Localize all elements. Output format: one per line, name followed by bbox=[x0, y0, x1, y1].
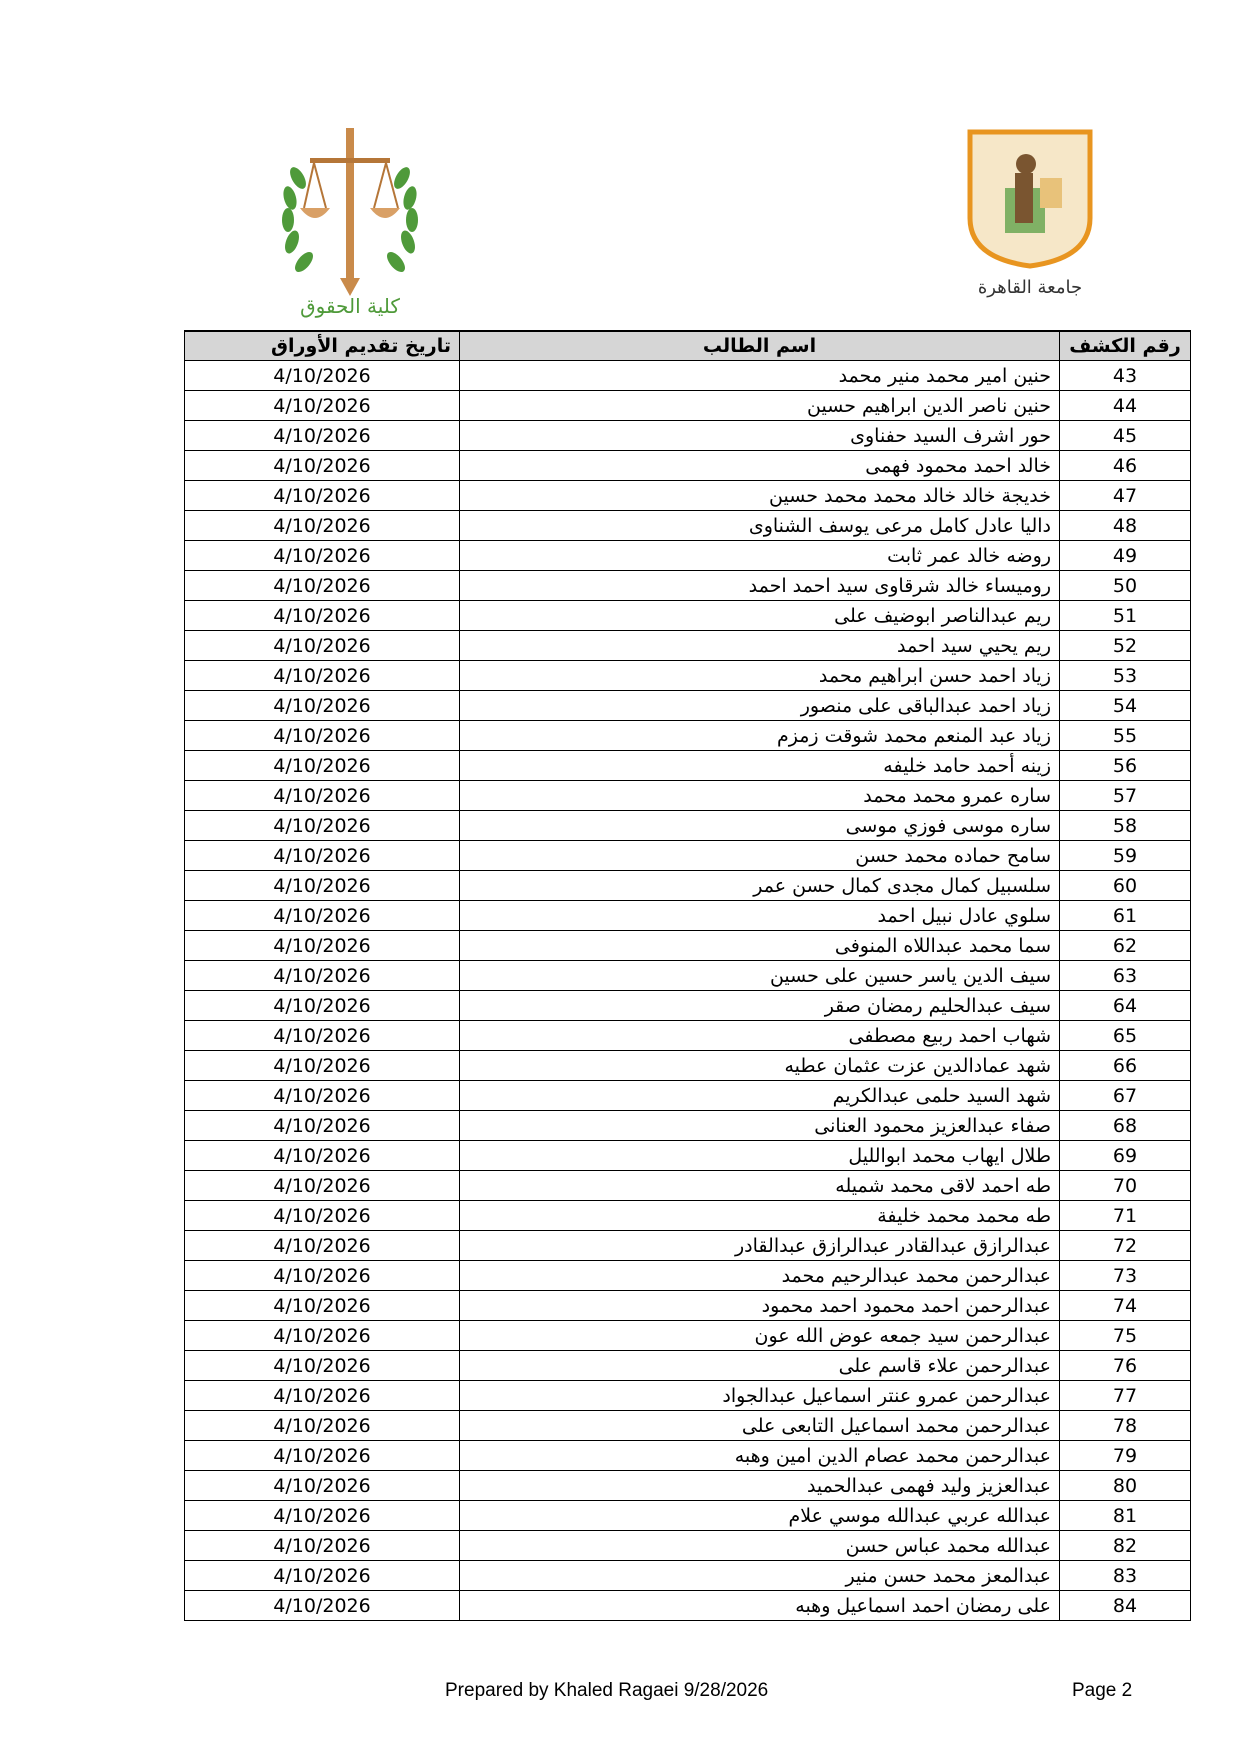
row-student-name: طه محمد محمد خليفة bbox=[460, 1201, 1060, 1231]
row-sheet-number: 51 bbox=[1060, 601, 1191, 631]
table-row bbox=[185, 391, 1191, 421]
table-row bbox=[185, 451, 1191, 481]
row-student-name: شهد عمادالدين عزت عثمان عطيه bbox=[460, 1051, 1060, 1081]
row-submission-date: 4/10/2026 bbox=[185, 991, 460, 1021]
row-submission-date: 4/10/2026 bbox=[185, 541, 460, 571]
row-student-name: صفاء عبدالعزيز محمود العنانى bbox=[460, 1111, 1060, 1141]
row-sheet-number: 57 bbox=[1060, 781, 1191, 811]
row-sheet-number: 66 bbox=[1060, 1051, 1191, 1081]
table-row bbox=[185, 961, 1191, 991]
row-sheet-number: 49 bbox=[1060, 541, 1191, 571]
row-sheet-number: 72 bbox=[1060, 1231, 1191, 1261]
row-student-name: زياد عبد المنعم محمد شوقت زمزم bbox=[460, 721, 1060, 751]
row-submission-date: 4/10/2026 bbox=[185, 1231, 460, 1261]
svg-text:جامعة القاهرة: جامعة القاهرة bbox=[977, 277, 1083, 298]
row-submission-date: 4/10/2026 bbox=[185, 1411, 460, 1441]
table-row bbox=[185, 571, 1191, 601]
row-submission-date: 4/10/2026 bbox=[185, 871, 460, 901]
row-student-name: سلسبيل كمال مجدى كمال حسن عمر bbox=[460, 871, 1060, 901]
row-submission-date: 4/10/2026 bbox=[185, 1111, 460, 1141]
row-student-name: طلال ايهاب محمد ابوالليل bbox=[460, 1141, 1060, 1171]
table-row bbox=[185, 541, 1191, 571]
row-submission-date: 4/10/2026 bbox=[185, 1171, 460, 1201]
row-student-name: ساره موسى فوزي موسى bbox=[460, 811, 1060, 841]
row-submission-date: 4/10/2026 bbox=[185, 1141, 460, 1171]
footer-page-number: Page 2 bbox=[1072, 1680, 1133, 1701]
row-sheet-number: 68 bbox=[1060, 1111, 1191, 1141]
faculty-of-law-logo bbox=[270, 118, 430, 318]
table-row bbox=[185, 1561, 1191, 1591]
row-sheet-number: 60 bbox=[1060, 871, 1191, 901]
row-student-name: سلوي عادل نبيل احمد bbox=[460, 901, 1060, 931]
table-row bbox=[185, 1471, 1191, 1501]
row-sheet-number: 54 bbox=[1060, 691, 1191, 721]
row-student-name: طه احمد لاقى محمد شميله bbox=[460, 1171, 1060, 1201]
row-sheet-number: 52 bbox=[1060, 631, 1191, 661]
table-row bbox=[185, 991, 1191, 1021]
row-submission-date: 4/10/2026 bbox=[185, 1051, 460, 1081]
row-student-name: زينه أحمد حامد خليفه bbox=[460, 751, 1060, 781]
table-row bbox=[185, 1441, 1191, 1471]
table-row bbox=[185, 1171, 1191, 1201]
svg-text:كلية الحقوق: كلية الحقوق bbox=[300, 294, 400, 318]
cairo-university-logo bbox=[960, 128, 1100, 308]
row-student-name: عبدالرحمن عمرو عنتر اسماعيل عبدالجواد bbox=[460, 1381, 1060, 1411]
row-student-name: سامح حماده محمد حسن bbox=[460, 841, 1060, 871]
row-student-name: عبدالرازق عبدالقادر عبدالرازق عبدالقادر bbox=[460, 1231, 1060, 1261]
table-row bbox=[185, 691, 1191, 721]
table-row bbox=[185, 1591, 1191, 1621]
row-student-name: زياد احمد عبدالباقى على منصور bbox=[460, 691, 1060, 721]
table-row bbox=[185, 841, 1191, 871]
row-sheet-number: 70 bbox=[1060, 1171, 1191, 1201]
row-sheet-number: 65 bbox=[1060, 1021, 1191, 1051]
row-student-name: زياد احمد حسن ابراهيم محمد bbox=[460, 661, 1060, 691]
row-student-name: عبدالمعز محمد حسن منير bbox=[460, 1561, 1060, 1591]
table-row bbox=[185, 601, 1191, 631]
row-sheet-number: 46 bbox=[1060, 451, 1191, 481]
row-student-name: عبدالله عربي عبدالله موسي علام bbox=[460, 1501, 1060, 1531]
row-sheet-number: 59 bbox=[1060, 841, 1191, 871]
row-submission-date: 4/10/2026 bbox=[185, 1441, 460, 1471]
row-sheet-number: 63 bbox=[1060, 961, 1191, 991]
row-sheet-number: 77 bbox=[1060, 1381, 1191, 1411]
table-row bbox=[185, 1501, 1191, 1531]
row-submission-date: 4/10/2026 bbox=[185, 781, 460, 811]
row-sheet-number: 73 bbox=[1060, 1261, 1191, 1291]
row-student-name: سما محمد عبداللاه المنوفى bbox=[460, 931, 1060, 961]
table-row bbox=[185, 1531, 1191, 1561]
row-student-name: عبدالله محمد عباس حسن bbox=[460, 1531, 1060, 1561]
header-sheet-number: رقم الكشف bbox=[1060, 331, 1191, 361]
table-row bbox=[185, 1201, 1191, 1231]
table-row bbox=[185, 1261, 1191, 1291]
row-student-name: عبدالرحمن سيد جمعه عوض الله عون bbox=[460, 1321, 1060, 1351]
row-student-name: عبدالرحمن علاء قاسم على bbox=[460, 1351, 1060, 1381]
row-sheet-number: 62 bbox=[1060, 931, 1191, 961]
row-student-name: عبدالرحمن احمد محمود احمد محمود bbox=[460, 1291, 1060, 1321]
table-row bbox=[185, 1111, 1191, 1141]
row-sheet-number: 81 bbox=[1060, 1501, 1191, 1531]
row-submission-date: 4/10/2026 bbox=[185, 361, 460, 391]
row-sheet-number: 83 bbox=[1060, 1561, 1191, 1591]
row-submission-date: 4/10/2026 bbox=[185, 391, 460, 421]
row-sheet-number: 53 bbox=[1060, 661, 1191, 691]
row-submission-date: 4/10/2026 bbox=[185, 901, 460, 931]
footer-prepared-by: Prepared by Khaled Ragaei 9/28/2026 bbox=[445, 1680, 769, 1701]
table-row bbox=[185, 1021, 1191, 1051]
row-submission-date: 4/10/2026 bbox=[185, 451, 460, 481]
row-submission-date: 4/10/2026 bbox=[185, 1561, 460, 1591]
table-row bbox=[185, 1321, 1191, 1351]
row-sheet-number: 50 bbox=[1060, 571, 1191, 601]
row-submission-date: 4/10/2026 bbox=[185, 1591, 460, 1621]
row-student-name: عبدالرحمن محمد عصام الدين امين وهبه bbox=[460, 1441, 1060, 1471]
row-submission-date: 4/10/2026 bbox=[185, 1501, 460, 1531]
row-student-name: خالد احمد محمود فهمى bbox=[460, 451, 1060, 481]
row-student-name: عبدالرحمن محمد عبدالرحيم محمد bbox=[460, 1261, 1060, 1291]
row-student-name: ريم عبدالناصر ابوضيف على bbox=[460, 601, 1060, 631]
row-sheet-number: 69 bbox=[1060, 1141, 1191, 1171]
scales-of-justice-icon bbox=[270, 118, 430, 318]
table-row bbox=[185, 1051, 1191, 1081]
row-sheet-number: 48 bbox=[1060, 511, 1191, 541]
row-submission-date: 4/10/2026 bbox=[185, 1351, 460, 1381]
table-row bbox=[185, 1351, 1191, 1381]
table-row bbox=[185, 781, 1191, 811]
row-sheet-number: 78 bbox=[1060, 1411, 1191, 1441]
university-crest-icon bbox=[960, 128, 1100, 308]
table-row bbox=[185, 1231, 1191, 1261]
row-student-name: روضه خالد عمر ثابت bbox=[460, 541, 1060, 571]
row-submission-date: 4/10/2026 bbox=[185, 1291, 460, 1321]
row-student-name: على رمضان احمد اسماعيل وهبه bbox=[460, 1591, 1060, 1621]
row-student-name: روميساء خالد شرقاوى سيد احمد احمد bbox=[460, 571, 1060, 601]
header-student-name: اسم الطالب bbox=[460, 331, 1060, 361]
table-row bbox=[185, 1411, 1191, 1441]
row-submission-date: 4/10/2026 bbox=[185, 631, 460, 661]
table-row bbox=[185, 481, 1191, 511]
row-submission-date: 4/10/2026 bbox=[185, 1081, 460, 1111]
row-sheet-number: 61 bbox=[1060, 901, 1191, 931]
row-submission-date: 4/10/2026 bbox=[185, 691, 460, 721]
row-sheet-number: 43 bbox=[1060, 361, 1191, 391]
table-row bbox=[185, 1081, 1191, 1111]
row-student-name: سيف الدين ياسر حسين على حسين bbox=[460, 961, 1060, 991]
row-sheet-number: 45 bbox=[1060, 421, 1191, 451]
row-sheet-number: 44 bbox=[1060, 391, 1191, 421]
table-body bbox=[185, 361, 1191, 1621]
table-header-row bbox=[185, 331, 1191, 361]
row-submission-date: 4/10/2026 bbox=[185, 1471, 460, 1501]
row-submission-date: 4/10/2026 bbox=[185, 721, 460, 751]
row-student-name: حور اشرف السيد حفناوى bbox=[460, 421, 1060, 451]
row-submission-date: 4/10/2026 bbox=[185, 601, 460, 631]
row-submission-date: 4/10/2026 bbox=[185, 811, 460, 841]
row-sheet-number: 82 bbox=[1060, 1531, 1191, 1561]
table-row bbox=[185, 661, 1191, 691]
row-student-name: شهاب احمد ربيع مصطفى bbox=[460, 1021, 1060, 1051]
row-student-name: سيف عبدالحليم رمضان صقر bbox=[460, 991, 1060, 1021]
table-row bbox=[185, 631, 1191, 661]
row-submission-date: 4/10/2026 bbox=[185, 961, 460, 991]
table-row bbox=[185, 721, 1191, 751]
row-student-name: خديجة خالد خالد محمد محمد حسين bbox=[460, 481, 1060, 511]
row-submission-date: 4/10/2026 bbox=[185, 1201, 460, 1231]
table-row bbox=[185, 1291, 1191, 1321]
table-row bbox=[185, 1381, 1191, 1411]
row-submission-date: 4/10/2026 bbox=[185, 1021, 460, 1051]
row-sheet-number: 56 bbox=[1060, 751, 1191, 781]
table-row bbox=[185, 901, 1191, 931]
row-student-name: شهد السيد حلمى عبدالكريم bbox=[460, 1081, 1060, 1111]
row-student-name: ساره عمرو محمد محمد bbox=[460, 781, 1060, 811]
row-sheet-number: 74 bbox=[1060, 1291, 1191, 1321]
table-row bbox=[185, 811, 1191, 841]
row-submission-date: 4/10/2026 bbox=[185, 1531, 460, 1561]
table-row bbox=[185, 1141, 1191, 1171]
row-submission-date: 4/10/2026 bbox=[185, 1381, 460, 1411]
row-sheet-number: 79 bbox=[1060, 1441, 1191, 1471]
row-sheet-number: 71 bbox=[1060, 1201, 1191, 1231]
row-sheet-number: 67 bbox=[1060, 1081, 1191, 1111]
row-submission-date: 4/10/2026 bbox=[185, 511, 460, 541]
row-sheet-number: 75 bbox=[1060, 1321, 1191, 1351]
row-submission-date: 4/10/2026 bbox=[185, 661, 460, 691]
row-submission-date: 4/10/2026 bbox=[185, 571, 460, 601]
row-student-name: حنين ناصر الدين ابراهيم حسين bbox=[460, 391, 1060, 421]
row-student-name: عبدالعزيز وليد فهمى عبدالحميد bbox=[460, 1471, 1060, 1501]
row-student-name: داليا عادل كامل مرعى يوسف الشناوى bbox=[460, 511, 1060, 541]
row-sheet-number: 47 bbox=[1060, 481, 1191, 511]
table-row bbox=[185, 511, 1191, 541]
row-submission-date: 4/10/2026 bbox=[185, 931, 460, 961]
table-row bbox=[185, 751, 1191, 781]
row-sheet-number: 80 bbox=[1060, 1471, 1191, 1501]
row-student-name: ريم يحيي سيد احمد bbox=[460, 631, 1060, 661]
row-submission-date: 4/10/2026 bbox=[185, 751, 460, 781]
row-submission-date: 4/10/2026 bbox=[185, 841, 460, 871]
row-submission-date: 4/10/2026 bbox=[185, 1321, 460, 1351]
row-sheet-number: 64 bbox=[1060, 991, 1191, 1021]
row-sheet-number: 55 bbox=[1060, 721, 1191, 751]
header-submission-date: تاريخ تقديم الأوراق bbox=[185, 331, 460, 361]
row-student-name: عبدالرحمن محمد اسماعيل التابعى على bbox=[460, 1411, 1060, 1441]
table-row bbox=[185, 931, 1191, 961]
row-sheet-number: 84 bbox=[1060, 1591, 1191, 1621]
table-row bbox=[185, 421, 1191, 451]
table-row bbox=[185, 871, 1191, 901]
row-sheet-number: 76 bbox=[1060, 1351, 1191, 1381]
row-submission-date: 4/10/2026 bbox=[185, 481, 460, 511]
row-sheet-number: 58 bbox=[1060, 811, 1191, 841]
table-row bbox=[185, 361, 1191, 391]
row-student-name: حنين امير محمد منير محمد bbox=[460, 361, 1060, 391]
student-roster-table bbox=[184, 330, 1191, 1621]
row-submission-date: 4/10/2026 bbox=[185, 421, 460, 451]
row-submission-date: 4/10/2026 bbox=[185, 1261, 460, 1291]
